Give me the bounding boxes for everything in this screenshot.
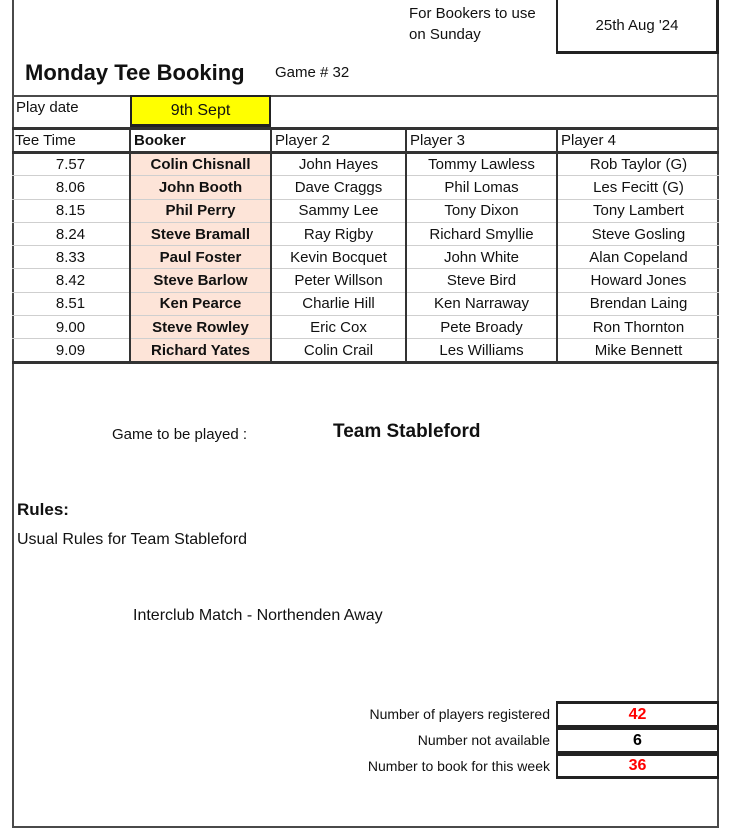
player-3-cell: John White	[406, 246, 557, 269]
game-label: Game to be played :	[112, 426, 248, 443]
player-2-cell: Eric Cox	[271, 316, 406, 339]
tee-table	[12, 127, 719, 364]
rules-heading: Rules:	[17, 500, 69, 519]
table-row	[12, 222, 719, 245]
player-4-cell: Tony Lambert	[557, 199, 719, 222]
tee-table-header	[12, 129, 719, 153]
player-4-cell: Mike Bennett	[557, 339, 719, 362]
table-row	[12, 199, 719, 222]
rules-text: Usual Rules for Team Stableford	[17, 531, 248, 548]
table-row	[12, 176, 719, 199]
booker-cell: Steve Bramall	[130, 222, 271, 245]
tee-time-cell: 8.51	[12, 292, 130, 315]
table-row	[12, 316, 719, 339]
table-row	[12, 269, 719, 292]
stat-label-not-available: Number not available	[417, 732, 550, 748]
player-3-cell: Tony Dixon	[406, 199, 557, 222]
player-4-cell: Brendan Laing	[557, 292, 719, 315]
player-3-cell: Les Williams	[406, 339, 557, 362]
booker-cell: Steve Rowley	[130, 316, 271, 339]
booker-cell: Steve Barlow	[130, 269, 271, 292]
player-2-cell: Peter Willson	[271, 269, 406, 292]
player-2-cell: Sammy Lee	[271, 199, 406, 222]
col-booker: Booker	[130, 129, 271, 153]
bookers-note-line1: For Bookers to use	[409, 5, 536, 22]
player-4-cell: Rob Taylor (G)	[557, 153, 719, 176]
tee-time-cell: 9.00	[12, 316, 130, 339]
player-2-cell: Colin Crail	[271, 339, 406, 362]
booker-cell: Paul Foster	[130, 246, 271, 269]
booker-cell: Ken Pearce	[130, 292, 271, 315]
player-4-cell: Les Fecitt (G)	[557, 176, 719, 199]
table-row	[12, 292, 719, 315]
player-4-cell: Steve Gosling	[557, 222, 719, 245]
player-3-cell: Phil Lomas	[406, 176, 557, 199]
booker-cell: Richard Yates	[130, 339, 271, 362]
booker-cell: Phil Perry	[130, 199, 271, 222]
player-2-cell: Kevin Bocquet	[271, 246, 406, 269]
player-4-cell: Ron Thornton	[557, 316, 719, 339]
stat-value-not-available: 6	[556, 727, 719, 753]
col-player-3: Player 3	[406, 129, 557, 153]
player-2-cell: Ray Rigby	[271, 222, 406, 245]
tee-time-cell: 9.09	[12, 339, 130, 362]
player-4-cell: Howard Jones	[557, 269, 719, 292]
tee-time-cell: 8.42	[12, 269, 130, 292]
tee-time-cell: 8.06	[12, 176, 130, 199]
game-number: Game # 32	[275, 64, 350, 81]
stat-label-to-book: Number to book for this week	[367, 758, 550, 774]
match-note: Interclub Match - Northenden Away	[133, 607, 383, 624]
player-2-cell: Charlie Hill	[271, 292, 406, 315]
player-3-cell: Ken Narraway	[406, 292, 557, 315]
player-3-cell: Tommy Lawless	[406, 153, 557, 176]
tee-time-cell: 8.15	[12, 199, 130, 222]
player-3-cell: Steve Bird	[406, 269, 557, 292]
col-player-4: Player 4	[557, 129, 719, 153]
play-date-value: 9th Sept	[130, 95, 271, 127]
player-4-cell: Alan Copeland	[557, 246, 719, 269]
page-title: Monday Tee Booking	[25, 60, 245, 85]
player-2-cell: John Hayes	[271, 153, 406, 176]
game-value: Team Stableford	[333, 421, 481, 442]
table-row	[12, 339, 719, 362]
bookers-note-line2: on Sunday	[409, 26, 481, 43]
booker-cell: John Booth	[130, 176, 271, 199]
col-player-2: Player 2	[271, 129, 406, 153]
col-tee-time: Tee Time	[12, 129, 130, 153]
booking-date: 25th Aug '24	[556, 0, 719, 54]
tee-time-cell: 7.57	[12, 153, 130, 176]
tee-time-cell: 8.33	[12, 246, 130, 269]
play-date-label: Play date	[16, 99, 79, 116]
player-3-cell: Richard Smyllie	[406, 222, 557, 245]
play-date-row	[12, 95, 719, 124]
booker-cell: Colin Chisnall	[130, 153, 271, 176]
table-row	[12, 246, 719, 269]
player-3-cell: Pete Broady	[406, 316, 557, 339]
stat-value-registered: 42	[556, 701, 719, 727]
player-2-cell: Dave Craggs	[271, 176, 406, 199]
table-row	[12, 153, 719, 176]
bookers-note	[409, 3, 559, 45]
tee-time-cell: 8.24	[12, 222, 130, 245]
stat-label-registered: Number of players registered	[369, 706, 550, 722]
stat-value-to-book: 36	[556, 753, 719, 779]
